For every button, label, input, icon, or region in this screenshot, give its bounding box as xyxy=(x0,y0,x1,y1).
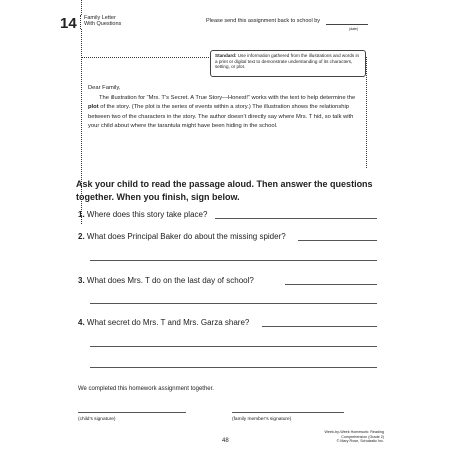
standard-label: Standard: xyxy=(215,53,237,58)
send-back-text: Please send this assignment back to school by xyxy=(206,18,321,24)
answer-line-3b[interactable] xyxy=(90,303,377,304)
top-dotted-line xyxy=(81,0,82,15)
letter-body-bold: plot xyxy=(88,104,99,111)
question-2 xyxy=(78,232,286,241)
question-number: 4. xyxy=(78,318,85,327)
question-text: What does Principal Baker do about the missing spider? xyxy=(86,232,286,241)
credit-line-2: © Mary Rose, Scholastic Inc. xyxy=(336,439,384,444)
letter-greeting: Dear Family, xyxy=(88,85,121,91)
completed-statement: We completed this homework assignment together. xyxy=(78,386,214,392)
credit xyxy=(304,430,384,444)
question-number: 1. xyxy=(78,210,85,219)
credit-line-1: Week-by-Week Homework: Reading Comprehension (Grade 2) xyxy=(324,430,384,439)
assignment-title xyxy=(84,15,134,27)
letter-body xyxy=(88,94,356,132)
child-signature-label: (child’s signature) xyxy=(78,417,116,422)
header-divider xyxy=(80,15,81,29)
answer-line-2b[interactable] xyxy=(90,260,377,261)
question-4 xyxy=(78,318,249,327)
question-number: 2. xyxy=(78,232,85,241)
family-signature-line[interactable] xyxy=(232,412,344,413)
standard-box xyxy=(210,50,366,77)
question-text: What secret do Mrs. T and Mrs. Garza share? xyxy=(86,318,250,327)
date-field[interactable] xyxy=(326,24,368,25)
question-1 xyxy=(78,210,207,219)
instructions: Ask your child to read the passage aloud. Then answer the questions together. When you finish, sign below. xyxy=(76,179,373,202)
date-label: (date) xyxy=(349,27,359,31)
answer-line-4a[interactable] xyxy=(262,326,377,327)
answer-line-2a[interactable] xyxy=(298,240,377,241)
assignment-number: 14 xyxy=(60,15,77,32)
title-line-1: Family Letter xyxy=(84,15,116,21)
page-number: 48 xyxy=(222,438,229,444)
child-signature-line[interactable] xyxy=(78,412,186,413)
question-text: What does Mrs. T do on the last day of school? xyxy=(86,276,254,285)
standard-text: Use information gathered from the illustrations and words in a print or digital text to demonstrate understanding of its characters, setting, or plot. xyxy=(215,53,360,70)
answer-line-3a[interactable] xyxy=(285,284,377,285)
title-line-2: With Questions xyxy=(84,21,122,28)
family-letter xyxy=(88,84,356,132)
answer-line-4b[interactable] xyxy=(90,346,377,347)
question-number: 3. xyxy=(78,276,85,285)
answer-line-4c[interactable] xyxy=(90,367,377,368)
family-signature-label: (family member’s signature) xyxy=(232,417,292,422)
question-text: Where does this story take place? xyxy=(86,210,208,219)
letter-body-part1: The illustration for “Mrs. T’s Secret. A True Story—Honest!” works with the text to help determine the xyxy=(99,94,356,101)
letter-body-part2: of the story. (The plot is the series of events within a story.) The illustration shows the relationship between two of the characters in the story. The author doesn’t directly say where Mrs. T hid, so talk with your child about where the tarantula might have been hiding in the school. xyxy=(88,104,354,130)
question-3 xyxy=(78,276,254,285)
answer-line-1[interactable] xyxy=(215,218,377,219)
